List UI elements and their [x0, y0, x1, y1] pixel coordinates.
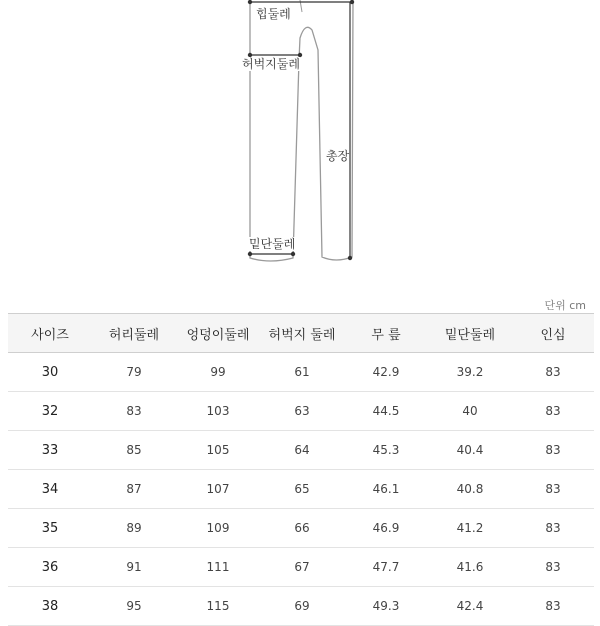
cell-thigh: 66: [260, 509, 344, 548]
cell-waist: 85: [92, 431, 176, 470]
cell-size: 35: [8, 509, 92, 548]
cell-waist: 91: [92, 548, 176, 587]
cell-hem: 42.4: [428, 587, 512, 626]
header-hip: 엉덩이둘레: [176, 314, 260, 353]
size-table: [8, 313, 594, 626]
cell-hip: 111: [176, 548, 260, 587]
cell-hem: 40.8: [428, 470, 512, 509]
cell-inseam: 83: [512, 509, 594, 548]
cell-knee: 42.9: [344, 353, 428, 392]
cell-waist: 83: [92, 392, 176, 431]
table-row: [8, 470, 594, 509]
cell-inseam: 83: [512, 587, 594, 626]
hip-label: 힙둘레: [256, 7, 291, 21]
hem-endpoint: [248, 252, 252, 256]
length-endpoint: [348, 256, 352, 260]
unit-note: 단위 cm: [544, 299, 586, 312]
cell-size: 38: [8, 587, 92, 626]
cell-hip: 99: [176, 353, 260, 392]
header-size: 사이즈: [8, 314, 92, 353]
cell-hip: 107: [176, 470, 260, 509]
cell-waist: 79: [92, 353, 176, 392]
header-inseam: 인심: [512, 314, 594, 353]
cell-inseam: 83: [512, 392, 594, 431]
cell-waist: 87: [92, 470, 176, 509]
cell-thigh: 64: [260, 431, 344, 470]
cell-hip: 105: [176, 431, 260, 470]
cell-inseam: 83: [512, 548, 594, 587]
cell-size: 33: [8, 431, 92, 470]
header-thigh: 허벅지 둘레: [260, 314, 344, 353]
cell-thigh: 61: [260, 353, 344, 392]
hip-endpoint: [248, 0, 252, 4]
header-waist: 허리둘레: [92, 314, 176, 353]
table-row: [8, 587, 594, 626]
cell-thigh: 69: [260, 587, 344, 626]
table-row: [8, 353, 594, 392]
thigh-label: 허벅지둘레: [242, 57, 300, 71]
cell-thigh: 67: [260, 548, 344, 587]
cell-inseam: 83: [512, 431, 594, 470]
table-row: [8, 431, 594, 470]
cell-knee: 49.3: [344, 587, 428, 626]
cell-hip: 103: [176, 392, 260, 431]
cell-hem: 40.4: [428, 431, 512, 470]
hem-endpoint: [291, 252, 295, 256]
cell-knee: 47.7: [344, 548, 428, 587]
header-knee: 무 릎: [344, 314, 428, 353]
cell-size: 34: [8, 470, 92, 509]
cell-inseam: 83: [512, 353, 594, 392]
table-row: [8, 548, 594, 587]
cell-hip: 115: [176, 587, 260, 626]
cell-inseam: 83: [512, 470, 594, 509]
cell-hip: 109: [176, 509, 260, 548]
cell-size: 32: [8, 392, 92, 431]
pants-outline: [250, 0, 353, 261]
cell-waist: 89: [92, 509, 176, 548]
cell-hem: 39.2: [428, 353, 512, 392]
cell-knee: 44.5: [344, 392, 428, 431]
table-row: [8, 509, 594, 548]
table-header-row: [8, 314, 594, 353]
cell-waist: 95: [92, 587, 176, 626]
pants-diagram: [0, 0, 600, 290]
table-row: [8, 392, 594, 431]
cell-hem: 40: [428, 392, 512, 431]
cell-knee: 45.3: [344, 431, 428, 470]
header-hem: 밑단둘레: [428, 314, 512, 353]
cell-hem: 41.6: [428, 548, 512, 587]
cell-size: 36: [8, 548, 92, 587]
cell-size: 30: [8, 353, 92, 392]
length-label: 총장: [326, 149, 350, 163]
cell-thigh: 63: [260, 392, 344, 431]
pants-outline-illustration: [0, 0, 600, 290]
cell-knee: 46.1: [344, 470, 428, 509]
cell-hem: 41.2: [428, 509, 512, 548]
cell-thigh: 65: [260, 470, 344, 509]
cell-knee: 46.9: [344, 509, 428, 548]
hem-label: 밑단둘레: [249, 237, 296, 251]
